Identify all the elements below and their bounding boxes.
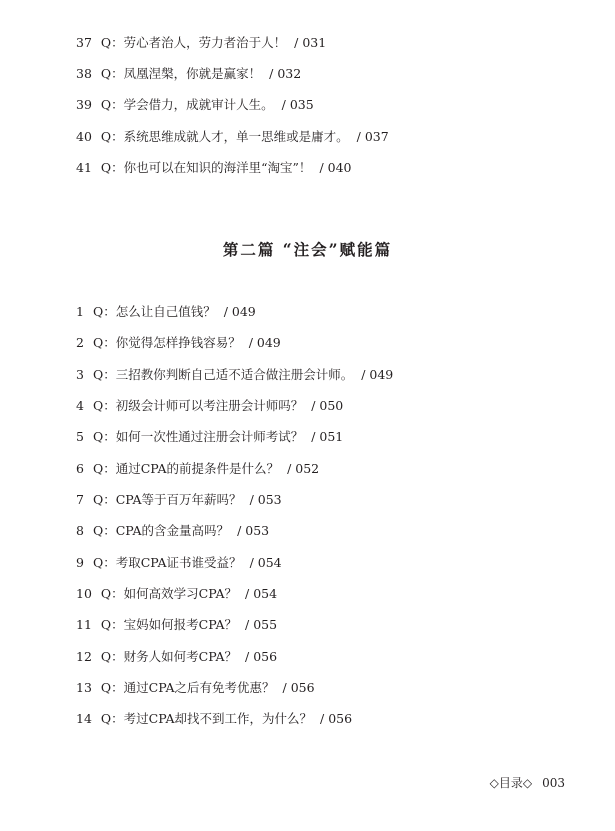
entry-question: Q：凤凰涅槃，你就是赢家！ (100, 66, 262, 81)
toc-entry[interactable] (76, 647, 277, 667)
toc-entry[interactable] (76, 709, 352, 729)
entry-number: 6 (76, 461, 84, 476)
entry-number: 14 (76, 711, 92, 726)
entry-page: / 049 (361, 367, 394, 382)
toc-entry[interactable] (76, 396, 343, 416)
entry-question: Q：学会借力，成就审计人生。 (100, 97, 274, 112)
entry-question: Q：你也可以在知识的海洋里“淘宝”！ (100, 160, 312, 175)
entry-page: / 056 (282, 680, 315, 695)
entry-number: 12 (76, 649, 92, 664)
toc-entry[interactable] (76, 615, 277, 635)
entry-page: / 031 (294, 35, 327, 50)
toc-entry[interactable] (76, 584, 277, 604)
entry-number: 1 (76, 304, 84, 319)
toc-entry[interactable] (76, 553, 282, 573)
entry-question: Q：劳心者治人，劳力者治于人！ (100, 35, 287, 50)
entry-question: Q：通过CPA的前提条件是什么？ (92, 461, 280, 476)
toc-entry[interactable] (76, 459, 319, 479)
toc-entry[interactable] (76, 427, 343, 447)
toc-entry[interactable] (76, 302, 256, 322)
entry-number: 41 (76, 160, 92, 175)
toc-entry[interactable] (76, 127, 389, 147)
entry-number: 3 (76, 367, 84, 382)
footer-page-number: 003 (542, 776, 565, 790)
entry-number: 40 (76, 129, 92, 144)
entry-page: / 054 (245, 586, 278, 601)
entry-number: 11 (76, 617, 92, 632)
entry-question: Q：CPA的含金量高吗？ (92, 523, 230, 538)
entry-page: / 032 (269, 66, 302, 81)
entry-question: Q：如何一次性通过注册会计师考试？ (92, 429, 304, 444)
entry-page: / 040 (319, 160, 352, 175)
entry-page: / 052 (287, 461, 320, 476)
entry-question: Q：三招教你判断自己适不适合做注册会计师。 (92, 367, 354, 382)
toc-entry[interactable] (76, 365, 393, 385)
entry-page: / 035 (281, 97, 314, 112)
entry-question: Q：怎么让自己值钱？ (92, 304, 216, 319)
entry-number: 8 (76, 523, 84, 538)
toc-entry[interactable] (76, 95, 314, 115)
entry-page: / 049 (223, 304, 256, 319)
entry-page: / 051 (311, 429, 344, 444)
entry-number: 10 (76, 586, 92, 601)
entry-number: 38 (76, 66, 92, 81)
entry-question: Q：财务人如何考CPA？ (100, 649, 238, 664)
entry-question: Q：通过CPA之后有免考优惠？ (100, 680, 275, 695)
footer-label: ◇目录◇ (489, 776, 533, 790)
toc-entry[interactable] (76, 678, 315, 698)
entry-page: / 050 (311, 398, 344, 413)
toc-entry[interactable] (76, 521, 269, 541)
entry-page: / 056 (245, 649, 278, 664)
page-footer (490, 773, 565, 793)
entry-number: 37 (76, 35, 92, 50)
toc-entry[interactable] (76, 158, 351, 178)
entry-question: Q：考过CPA却找不到工作，为什么？ (100, 711, 313, 726)
entry-question: Q：你觉得怎样挣钱容易？ (92, 335, 241, 350)
entry-question: Q：初级会计师可以考注册会计师吗？ (92, 398, 304, 413)
entry-question: Q：宝妈如何报考CPA？ (100, 617, 238, 632)
entry-question: Q：CPA等于百万年薪吗？ (92, 492, 242, 507)
section-title: 第二篇 “注会”赋能篇 (222, 240, 393, 259)
toc-entry[interactable] (76, 333, 281, 353)
entry-number: 39 (76, 97, 92, 112)
entry-number: 5 (76, 429, 84, 444)
entry-number: 7 (76, 492, 84, 507)
toc-entry[interactable] (76, 33, 326, 53)
entry-page: / 053 (249, 492, 282, 507)
entry-page: / 055 (245, 617, 278, 632)
entry-page: / 056 (320, 711, 353, 726)
toc-entry[interactable] (76, 64, 301, 84)
entry-page: / 037 (356, 129, 389, 144)
entry-number: 4 (76, 398, 84, 413)
entry-page: / 049 (248, 335, 281, 350)
entry-number: 13 (76, 680, 92, 695)
entry-question: Q：系统思维成就人才，单一思维或是庸才。 (100, 129, 349, 144)
entry-number: 2 (76, 335, 84, 350)
entry-question: Q：考取CPA证书谁受益？ (92, 555, 242, 570)
entry-page: / 054 (249, 555, 282, 570)
entry-question: Q：如何高效学习CPA？ (100, 586, 238, 601)
entry-number: 9 (76, 555, 84, 570)
toc-entry[interactable] (76, 490, 282, 510)
entry-page: / 053 (237, 523, 270, 538)
